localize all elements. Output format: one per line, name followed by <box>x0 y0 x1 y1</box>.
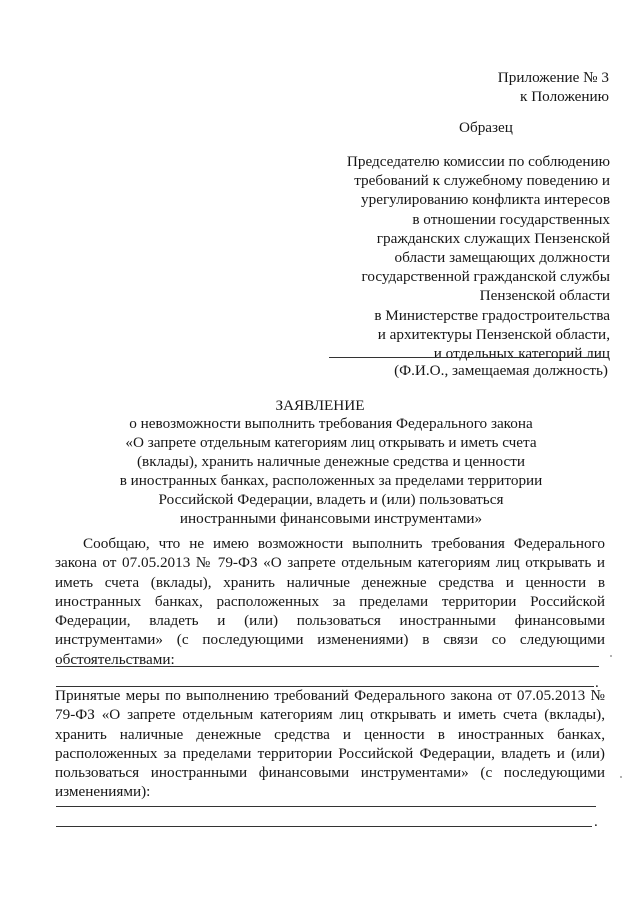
addressee-line: и архитектуры Пензенской области, <box>377 325 610 343</box>
appendix-number: Приложение № 3 <box>497 69 609 86</box>
statement-paragraph-text: Сообщаю, что не имею возможности выполнить требования Федерального закона от 07.05.2013 № 79-ФЗ «О запрете отдельным категориям лиц открывать и иметь счета (вклады), хранить наличные денежные средства и ценности в иностранных банках, расположенных за пределами территории Российской Федерации, владеть и (или) пользоваться иностранными финансовыми инструментами» (с последующими изменениями) в связи со следующими обстоятельствами: <box>55 535 605 668</box>
statement-subtitle <box>118 414 544 528</box>
scan-speck <box>610 655 612 657</box>
addressee-line: урегулированию конфликта интересов <box>361 191 610 209</box>
addressee-block <box>310 152 610 363</box>
subtitle-line: о невозможности выполнить требования Федерального закона <box>129 415 533 432</box>
statement-paragraph <box>55 534 605 669</box>
addressee-line: области замещающих должности <box>394 249 610 267</box>
addressee-line: в Министерстве градостроительства <box>374 306 610 324</box>
line-end-mark: . <box>594 814 598 830</box>
addressee-line: государственной гражданской службы <box>361 268 610 286</box>
addressee-line: и отдельных категорий лиц <box>433 345 610 363</box>
addressee-line: требований к служебному поведению и <box>354 172 610 190</box>
appendix-regulation: к Положению <box>520 88 609 105</box>
circumstances-fill-line[interactable] <box>56 666 599 667</box>
scan-speck <box>620 776 622 778</box>
addressee-line: в отношении государственных <box>412 210 610 228</box>
measures-paragraph <box>55 686 605 802</box>
sample-label: Образец <box>459 119 513 136</box>
subtitle-line: (вклады), хранить наличные денежные средства и ценности <box>137 453 525 470</box>
addressee-line: гражданских служащих Пензенской <box>376 229 610 247</box>
subtitle-line: в иностранных банках, расположенных за пределами территории <box>119 472 543 489</box>
appendix-reference <box>498 68 609 106</box>
measures-paragraph-text: Принятые меры по выполнению требований Федерального закона от 07.05.2013 № 79-ФЗ «О запрете отдельным категориям лиц открывать и иметь счета (вклады), хранить наличные денежные средства и ценности в иностранных банках, расположенных за пределами территории Российской Федерации, владеть и (или) пользоваться иностранными финансовыми инструментами» (с последующими изменениями): <box>55 687 605 801</box>
measures-fill-line[interactable] <box>56 826 592 827</box>
statement-title: ЗАЯВЛЕНИЕ <box>275 397 365 414</box>
addressee-line: Пензенской области <box>479 287 610 305</box>
line-end-mark: . <box>595 675 599 691</box>
measures-fill-line[interactable] <box>56 806 596 807</box>
addressee-line: Председателю комиссии по соблюдению <box>346 153 610 170</box>
subtitle-line: иностранными финансовыми инструментами» <box>179 510 483 527</box>
subtitle-line: Российской Федерации, владеть и (или) пользоваться <box>158 491 504 508</box>
fio-caption: (Ф.И.О., замещаемая должность) <box>394 362 608 379</box>
subtitle-line: «О запрете отдельным категориям лиц открывать и иметь счета <box>125 434 537 451</box>
fio-fill-line[interactable] <box>329 357 609 358</box>
